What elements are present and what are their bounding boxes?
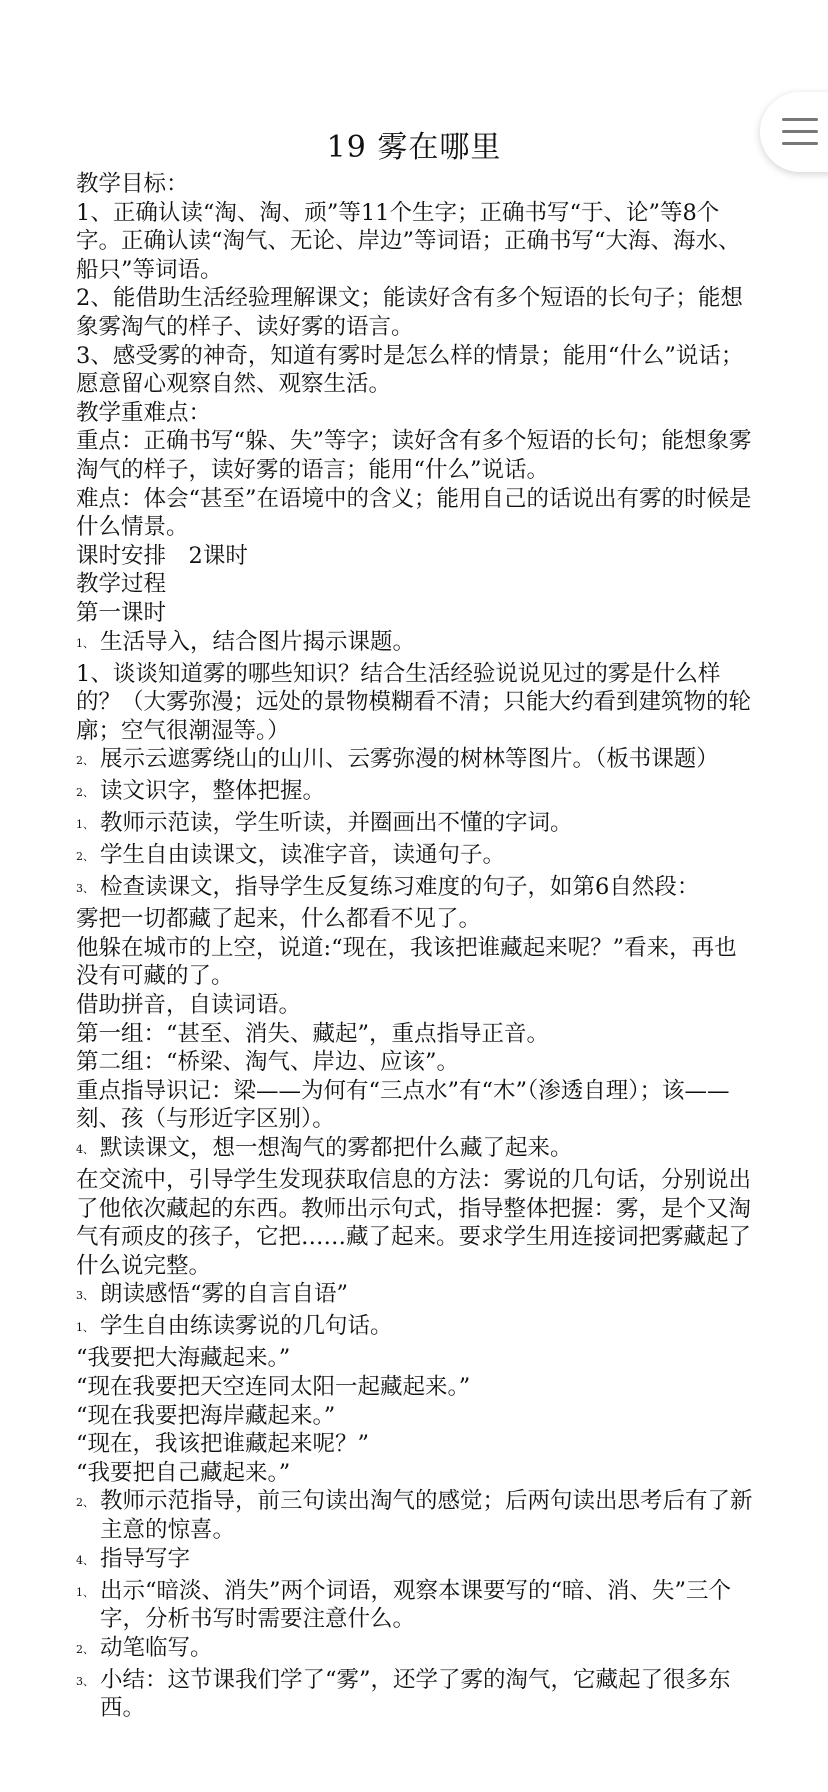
text-line: 重点：正确书写“躲、失”等字；读好含有多个短语的长句；能想象雾淘气的样子，读好雾的语言；能用“什么”说话。 xyxy=(76,428,752,483)
line-number: 4、 xyxy=(76,1553,94,1567)
numbered-line xyxy=(76,1134,756,1166)
numbered-line xyxy=(76,1487,756,1544)
text-line: 1、谈谈知道雾的哪些知识？结合生活经验说说见过的雾是什么样的？（大雾弥漫；远处的景物模糊看不清；只能大约看到建筑物的轮廓；空气很潮湿等。） xyxy=(76,660,752,744)
text-line: 3、感受雾的神奇，知道有雾时是怎么样的情景；能用“什么”说话；愿意留心观察自然、观察生活。 xyxy=(76,342,744,398)
numbered-line xyxy=(76,1545,756,1577)
text-line: 2、能借助生活经验理解课文；能读好含有多个短语的长句子；能想象雾淘气的样子、读好雾的语言。 xyxy=(76,285,743,340)
line-text: 读文识字，整体把握。 xyxy=(100,778,326,805)
line-text: 默读课文，想一想淘气的雾都把什么藏了起来。 xyxy=(100,1135,573,1162)
text-line: “我要把自己藏起来。” xyxy=(76,1459,291,1486)
menu-icon xyxy=(782,118,818,121)
line-text: 学生自由练读雾说的几句话。 xyxy=(100,1313,393,1340)
line-number: 1、 xyxy=(76,818,94,832)
numbered-line xyxy=(76,1634,756,1666)
numbered-line xyxy=(76,1312,756,1344)
numbered-line xyxy=(76,809,756,841)
text-line: 在交流中，引导学生发现获取信息的方法：雾说的几句话，分别说出了他依次藏起的东西。教师出示句式，指导整体把握：雾，是个又淘气有顽皮的孩子，它把……藏了起来。要求学生用连接词把雾藏起了什么说完整。 xyxy=(76,1167,752,1279)
text-line: 借助拼音，自读词语。 xyxy=(76,992,302,1019)
line-text: 教师示范读，学生听读，并圈画出不懂的字词。 xyxy=(100,810,573,837)
text-line: 教学目标： xyxy=(76,171,189,197)
text-line: 1、正确认读“淘、淘、顽”等11个生字；正确书写“于、论”等8个字。正确认读“淘气、无论、岸边”等词语；正确书写“大海、海水、船只”等词语。 xyxy=(76,199,741,283)
text-line: 重点指导识记：梁——为何有“三点水”有“木”（渗透自理）；该——刻、孩（与形近字区别）。 xyxy=(76,1077,730,1133)
line-number: 2、 xyxy=(76,786,94,800)
line-number: 1、 xyxy=(76,1585,94,1599)
numbered-line xyxy=(76,873,756,905)
text-line: 第二组：“桥梁、淘气、岸边、应该”。 xyxy=(76,1049,460,1076)
text-line: 他躲在城市的上空，说道:“现在，我该把谁藏起来呢？”看来，再也没有可藏的了。 xyxy=(76,934,737,990)
numbered-line xyxy=(76,841,756,873)
line-text: 朗读感悟“雾的自言自语” xyxy=(100,1281,349,1308)
numbered-line xyxy=(76,777,756,809)
text-line: 教学过程 xyxy=(76,571,167,598)
line-number: 1、 xyxy=(76,1321,94,1335)
text-line: “现在我要把海岸藏起来。” xyxy=(76,1402,336,1429)
line-number: 3、 xyxy=(76,1674,94,1688)
text-line: 课时安排 2课时 xyxy=(76,542,248,569)
text-line: “我要把大海藏起来。” xyxy=(76,1345,291,1372)
numbered-line xyxy=(76,1577,756,1634)
line-number: 2、 xyxy=(76,1642,94,1656)
numbered-line xyxy=(76,628,756,660)
line-text: 出示“暗淡、消失”两个词语，观察本课要写的“暗、消、失”三个字，分析书写时需要注意什么。 xyxy=(100,1577,732,1633)
line-text: 展示云遮雾绕山的山川、云雾弥漫的树林等图片。（板书课题） xyxy=(100,746,719,773)
text-line: 第一课时 xyxy=(76,599,167,626)
line-text: 检查读课文，指导学生反复练习难度的句子，如第6自然段： xyxy=(100,874,700,901)
line-text: 生活导入，结合图片揭示课题。 xyxy=(100,628,416,655)
line-text: 教师示范指导，前三句读出淘气的感觉；后两句读出思考后有了新主意的惊喜。 xyxy=(100,1488,753,1543)
line-text: 学生自由读课文，读准字音，读通句子。 xyxy=(100,842,506,869)
document-body xyxy=(76,170,756,1723)
line-text: 小结：这节课我们学了“雾”，还学了雾的淘气，它藏起了很多东西。 xyxy=(100,1666,731,1722)
text-line: 教学重难点： xyxy=(76,399,212,426)
page-title: 19 雾在哪里 xyxy=(326,130,502,165)
text-line: 难点：体会“甚至”在语境中的含义；能用自己的话说出有雾的时候是什么情景。 xyxy=(76,485,752,541)
line-number: 3、 xyxy=(76,882,94,896)
text-line: “现在我要把天空连同太阳一起藏起来。” xyxy=(76,1374,471,1400)
line-text: 动笔临写。 xyxy=(100,1634,213,1661)
line-number: 4、 xyxy=(76,1143,94,1157)
line-number: 2、 xyxy=(76,1496,94,1510)
line-number: 3、 xyxy=(76,1289,94,1303)
line-text: 指导写字 xyxy=(100,1545,191,1572)
numbered-line xyxy=(76,1280,756,1312)
text-line: 雾把一切都藏了起来，什么都看不见了。 xyxy=(76,906,482,933)
text-line: 第一组：“甚至、消失、藏起”，重点指导正音。 xyxy=(76,1020,550,1047)
numbered-line xyxy=(76,745,756,777)
text-line: “现在，我该把谁藏起来呢？” xyxy=(76,1431,370,1458)
numbered-line xyxy=(76,1666,756,1723)
line-number: 2、 xyxy=(76,754,94,768)
line-number: 2、 xyxy=(76,850,94,864)
line-number: 1、 xyxy=(76,636,94,650)
